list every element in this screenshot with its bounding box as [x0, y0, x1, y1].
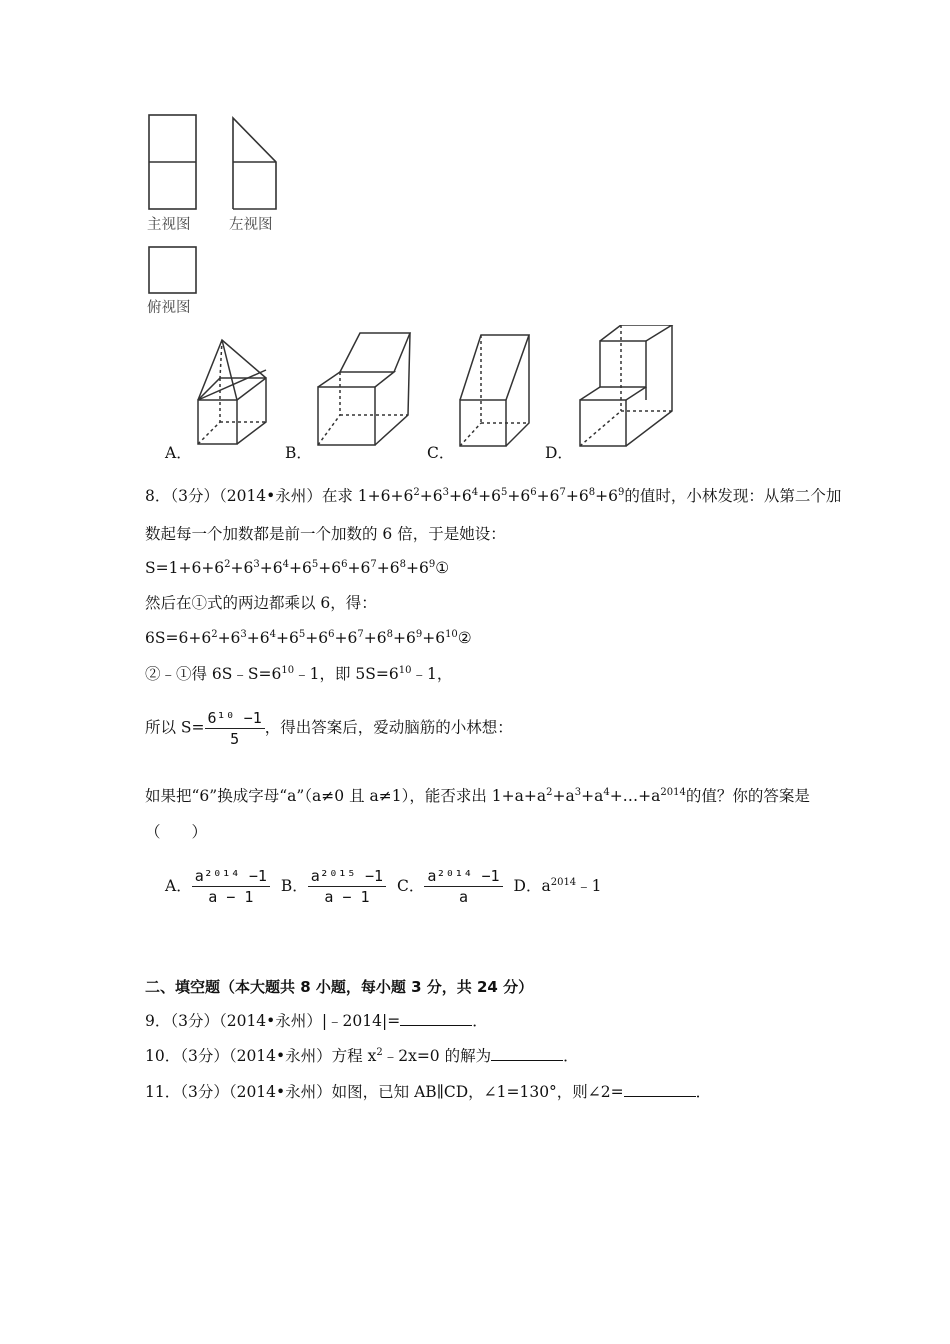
q8-option-c-num: a²⁰¹⁴ −1	[424, 866, 502, 887]
q8-option-b-label: B．	[280, 876, 308, 895]
q8-option-c-label: C．	[396, 876, 425, 895]
q10-period: ．	[563, 1047, 579, 1065]
left-view-label: 左视图	[229, 217, 273, 233]
q8-line8-a: 如果把“6”换成字母“a”（a≠0 且 a≠1），能否求出 1+a+a	[145, 787, 547, 805]
solid-a	[198, 340, 266, 444]
q8-answer-paren: （ ）	[145, 823, 208, 841]
q8-option-a-num: a²⁰¹⁴ −1	[192, 866, 270, 887]
q10	[145, 1046, 579, 1066]
q11-answer-blank[interactable]	[624, 1082, 696, 1097]
q8-intro-tail: 的值时，小林发现：从第二个加	[624, 487, 842, 505]
q8-option-a-frac	[192, 866, 270, 907]
q7-option-b[interactable]: B．	[285, 444, 312, 462]
front-view-label: 主视图	[147, 217, 191, 233]
q8-exp10: 10	[281, 665, 295, 676]
q8-option-b-den: a − 1	[324, 888, 370, 906]
q8-prefix: 8．（3分）（2014•永州）在求	[145, 487, 358, 505]
q8-circle1: ①	[435, 559, 450, 577]
q9	[145, 1011, 488, 1031]
q8-option-d-text: a	[541, 876, 551, 895]
q8-6s-equation: $6S=6+6^2+6^3+6^4+6^5+6^6+6^7+6^8+6^9+6^{10}②$	[145, 629, 472, 647]
q8-option-d-label: D．	[513, 876, 542, 895]
q11-period: ．	[695, 1083, 712, 1101]
q9-period: ．	[472, 1012, 488, 1030]
q8-s-equation: $S=1+6+6^2+6^3+6^4+6^5+6^6+6^7+6^8+6^9①$	[145, 559, 450, 577]
q8-line6-b: ﹣1，即 5S=6	[294, 665, 399, 683]
q8-line6-c: ﹣1，	[411, 665, 453, 683]
q8-frac-den: 5	[230, 730, 240, 748]
left-view	[233, 118, 276, 209]
q8-option-b-num: a²⁰¹⁵ −1	[308, 866, 386, 887]
q8-exp2014: 2014	[660, 787, 686, 798]
q8-option-a[interactable]	[165, 867, 275, 906]
q8-sum: 1+6	[357, 487, 391, 505]
q11-text: 11．（3分）（2014•永州）如图，已知 AB∥CD，∠1=130°，则∠2=	[145, 1083, 624, 1101]
q11	[145, 1082, 711, 1102]
q10-exp: 2	[376, 1047, 383, 1058]
q8-line7-b: ，得出答案后，爱动脑筋的小林想：	[264, 718, 513, 737]
q8-6s-lhs: 6S=	[145, 629, 179, 647]
q10-answer-blank[interactable]	[491, 1046, 563, 1061]
q8-line8-b: 的值？你的答案是	[685, 787, 810, 805]
q8-line8: 如果把“6”换成字母“a”（a≠0 且 a≠1），能否求出 $1+a+a^2+a^3+a^4+\dots+a^{2014}$的值？你的答案是	[145, 787, 810, 805]
section2-heading: 二、填空题（本大题共 8 小题，每小题 3 分，共 24 分）	[145, 978, 534, 996]
q8-option-d-tail: ﹣1	[576, 876, 602, 895]
front-view	[149, 115, 196, 209]
q8-s-lhs: S=	[145, 559, 169, 577]
q8-frac-num: 6¹⁰ −1	[205, 708, 265, 729]
q8-option-c-frac	[424, 866, 502, 907]
top-view-label: 俯视图	[147, 300, 191, 316]
q8-exp10b: 10	[398, 665, 412, 676]
q7-option-c[interactable]: C．	[427, 444, 455, 462]
q8-line6-a: ②﹣①得 6S﹣S=6	[145, 665, 282, 683]
solid-b	[318, 333, 410, 445]
q8-line1: 8．（3分）（2014•永州）在求 $1+6+6^2+6^3+6^4+6^5+6^6+6^7+6^8+6^9$的值时，小林发现：从第二个加	[145, 487, 842, 505]
q8-option-a-den: a − 1	[208, 888, 254, 906]
q8-line7-a: 所以 S=	[145, 718, 205, 737]
q8-option-d-exp: 2014	[550, 876, 577, 888]
q10-text-b: ﹣2x=0 的解为	[382, 1047, 492, 1065]
q8-option-c[interactable]	[396, 867, 508, 906]
solid-c	[460, 335, 529, 446]
solid-d	[580, 325, 672, 446]
q7-option-a[interactable]: A．	[165, 444, 192, 462]
q8-option-b[interactable]	[280, 867, 391, 906]
q8-line2: 数起每一个加数都是前一个加数的 6 倍，于是她设：	[145, 525, 506, 543]
q8-fraction	[205, 708, 265, 749]
q10-text-a: 10．（3分）（2014•永州）方程 x	[145, 1047, 377, 1065]
q8-line6	[145, 664, 452, 684]
q8-circle2: ②	[457, 629, 472, 647]
q8-option-d[interactable]	[514, 877, 602, 895]
q9-answer-blank[interactable]	[400, 1011, 472, 1026]
q8-option-b-frac	[308, 866, 386, 907]
q7-option-d[interactable]: D．	[545, 444, 573, 462]
q8-line7	[145, 708, 513, 749]
q9-text: 9．（3分）（2014•永州）|﹣2014|=	[145, 1012, 401, 1030]
q8-options	[165, 866, 602, 907]
solid-options-figure	[190, 325, 690, 450]
top-view	[149, 247, 196, 293]
q8-line4: 然后在①式的两边都乘以 6，得：	[145, 594, 377, 612]
q8-option-c-den: a	[458, 888, 468, 906]
q8-option-a-label: A．	[165, 876, 192, 895]
